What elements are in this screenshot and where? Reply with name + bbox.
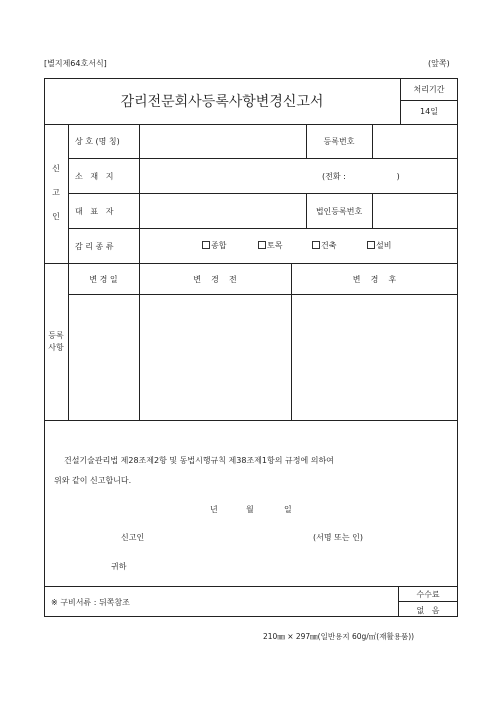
- trade-name-field[interactable]: [141, 126, 304, 156]
- day-label: 일: [284, 505, 292, 514]
- form-title: 감리전문회사등록사항변경신고서: [120, 94, 324, 110]
- applicant-label-3: 인: [52, 212, 60, 221]
- declaration-line-2: 위와 같이 신고합니다.: [54, 476, 132, 485]
- registration-number-field[interactable]: [374, 126, 456, 156]
- before-change-field[interactable]: [141, 296, 289, 418]
- checkbox-icon: [202, 241, 210, 249]
- checkbox-icon: [312, 241, 320, 249]
- paper-spec: 210㎜ × 297㎜(일반용지 60g/㎡(재활용품)): [263, 632, 415, 641]
- attachments-note: ※ 구비서류 : 뒤쪽참조: [51, 598, 130, 607]
- declarant-label: 신고인: [121, 533, 145, 542]
- page-side-label: (앞쪽): [428, 59, 450, 68]
- applicant-label-2: 고: [52, 188, 60, 197]
- after-change-header: 변 경 후: [352, 275, 397, 284]
- changes-label-1: 등록: [48, 331, 64, 340]
- applicant-label-1: 신: [52, 164, 60, 173]
- supervision-type-label: 감 리 종 류: [75, 242, 114, 251]
- fee-label: 수수료: [416, 590, 440, 599]
- representative-label: 대 표 자: [75, 207, 114, 216]
- phone-label: (전화 : ): [322, 172, 400, 181]
- registration-number-label: 등록번호: [323, 137, 355, 146]
- before-change-header: 변 경 전: [193, 275, 237, 284]
- checkbox-icon: [258, 241, 266, 249]
- year-label: 년: [210, 505, 218, 514]
- signature-label: (서명 또는 인): [313, 533, 363, 542]
- checkbox-icon: [367, 241, 375, 249]
- form-number: [별지제64호서식]: [44, 59, 107, 68]
- after-change-field[interactable]: [293, 296, 456, 418]
- corporate-registration-field[interactable]: [374, 195, 456, 226]
- type-checkbox-architecture[interactable]: 건축: [312, 240, 336, 251]
- corporate-registration-label: 법인등록번호: [315, 207, 363, 216]
- address-field[interactable]: [141, 160, 316, 191]
- change-date-field[interactable]: [70, 296, 137, 418]
- month-label: 월: [246, 505, 254, 514]
- changes-label-2: 사항: [48, 343, 64, 352]
- type-checkbox-general[interactable]: 종합: [202, 240, 226, 251]
- trade-name-label: 상 호 (명 칭): [75, 137, 120, 146]
- recipient-label: 귀하: [111, 562, 127, 571]
- processing-period-value: 14일: [420, 107, 438, 116]
- change-date-header: 변 경 일: [89, 275, 118, 284]
- fee-value: 없 음: [416, 606, 440, 615]
- representative-field[interactable]: [141, 195, 304, 226]
- declaration-line-1: 건설기술관리법 제28조제2항 및 동법시행규칙 제38조제1항의 규정에 의하여: [64, 456, 334, 465]
- type-checkbox-civil[interactable]: 토목: [258, 240, 282, 251]
- address-label: 소 재 지: [75, 172, 114, 181]
- processing-period-label: 처리기간: [413, 85, 445, 94]
- type-checkbox-equipment[interactable]: 설비: [367, 240, 391, 251]
